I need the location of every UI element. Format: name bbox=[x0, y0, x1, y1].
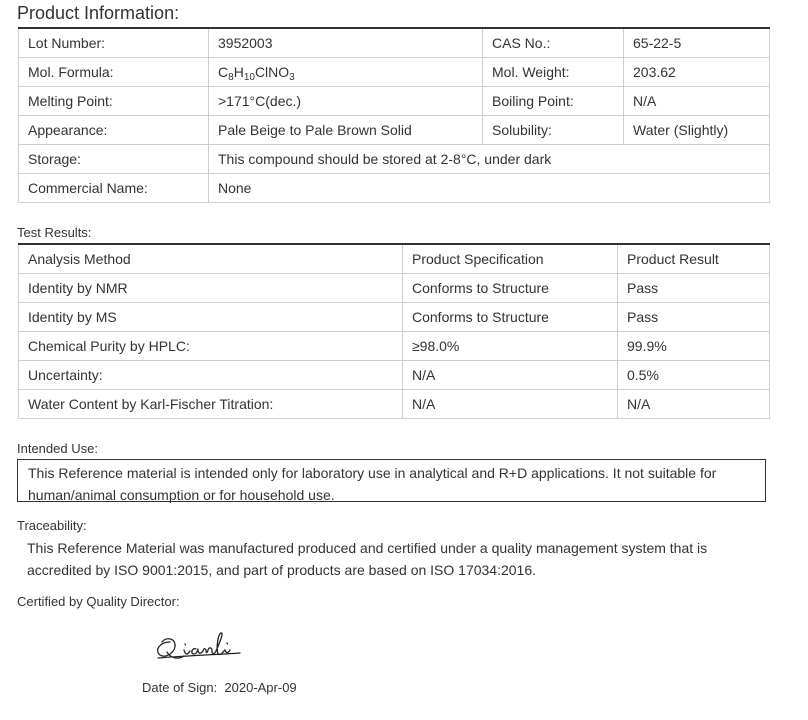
table-row bbox=[19, 87, 770, 116]
test-results-label: Test Results: bbox=[17, 225, 92, 240]
signature-image bbox=[150, 628, 250, 664]
intended-use-label: Intended Use: bbox=[17, 441, 98, 456]
result: 99.9% bbox=[618, 332, 770, 361]
result: Pass bbox=[618, 274, 770, 303]
analysis-method: Uncertainty: bbox=[19, 361, 403, 390]
result: Pass bbox=[618, 303, 770, 332]
lot-number-value: 3952003 bbox=[209, 28, 483, 58]
table-row bbox=[19, 28, 770, 58]
specification: Conforms to Structure bbox=[403, 274, 618, 303]
sign-date-value: 2020-Apr-09 bbox=[224, 680, 297, 695]
melting-point-label: Melting Point: bbox=[19, 87, 209, 116]
page-title: Product Information: bbox=[17, 3, 180, 23]
appearance-label: Appearance: bbox=[19, 116, 209, 145]
table-row bbox=[19, 58, 770, 87]
table-row bbox=[19, 145, 770, 174]
commercial-name-label: Commercial Name: bbox=[19, 174, 209, 203]
weight-value: 203.62 bbox=[624, 58, 770, 87]
intended-use-text: This Reference material is intended only for laboratory use in analytical and R+D applications. It not suitable for human/animal consumption or for household use. bbox=[17, 459, 766, 502]
product-info-table bbox=[18, 27, 770, 203]
certified-by-label: Certified by Quality Director: bbox=[17, 594, 180, 609]
cas-label: CAS No.: bbox=[483, 28, 624, 58]
solubility-value: Water (Slightly) bbox=[624, 116, 770, 145]
table-row bbox=[19, 361, 770, 390]
analysis-method: Water Content by Karl-Fischer Titration: bbox=[19, 390, 403, 419]
table-row bbox=[19, 332, 770, 361]
boiling-point-value: N/A bbox=[624, 87, 770, 116]
sign-date bbox=[142, 680, 297, 695]
traceability-text: This Reference Material was manufactured produced and certified under a quality management system that is accredited by ISO 9001:2015, and part of products are based on ISO 17034:2016. bbox=[27, 540, 708, 578]
result: N/A bbox=[618, 390, 770, 419]
table-row bbox=[19, 274, 770, 303]
weight-label: Mol. Weight: bbox=[483, 58, 624, 87]
column-header: Product Result bbox=[618, 244, 770, 274]
melting-point-value: >171°C(dec.) bbox=[209, 87, 483, 116]
boiling-point-label: Boiling Point: bbox=[483, 87, 624, 116]
specification: Conforms to Structure bbox=[403, 303, 618, 332]
commercial-name-value: None bbox=[209, 174, 770, 203]
sign-date-label: Date of Sign: bbox=[142, 680, 218, 695]
traceability-label: Traceability: bbox=[17, 518, 87, 533]
specification: ≥98.0% bbox=[403, 332, 618, 361]
column-header: Analysis Method bbox=[19, 244, 403, 274]
table-header-row bbox=[19, 244, 770, 274]
column-header: Product Specification bbox=[403, 244, 618, 274]
analysis-method: Identity by MS bbox=[19, 303, 403, 332]
specification: N/A bbox=[403, 361, 618, 390]
table-row bbox=[19, 174, 770, 203]
storage-label: Storage: bbox=[19, 145, 209, 174]
table-row bbox=[19, 116, 770, 145]
specification: N/A bbox=[403, 390, 618, 419]
storage-value: This compound should be stored at 2-8°C, under dark bbox=[209, 145, 770, 174]
result: 0.5% bbox=[618, 361, 770, 390]
formula-value: $C_8H_{10}ClNO_3$ bbox=[209, 58, 483, 87]
cas-value: 65-22-5 bbox=[624, 28, 770, 58]
analysis-method: Identity by NMR bbox=[19, 274, 403, 303]
analysis-method: Chemical Purity by HPLC: bbox=[19, 332, 403, 361]
table-row bbox=[19, 303, 770, 332]
table-row bbox=[19, 390, 770, 419]
solubility-label: Solubility: bbox=[483, 116, 624, 145]
lot-number-label: Lot Number: bbox=[19, 28, 209, 58]
appearance-value: Pale Beige to Pale Brown Solid bbox=[209, 116, 483, 145]
test-results-table bbox=[18, 243, 770, 419]
formula-label: Mol. Formula: bbox=[19, 58, 209, 87]
